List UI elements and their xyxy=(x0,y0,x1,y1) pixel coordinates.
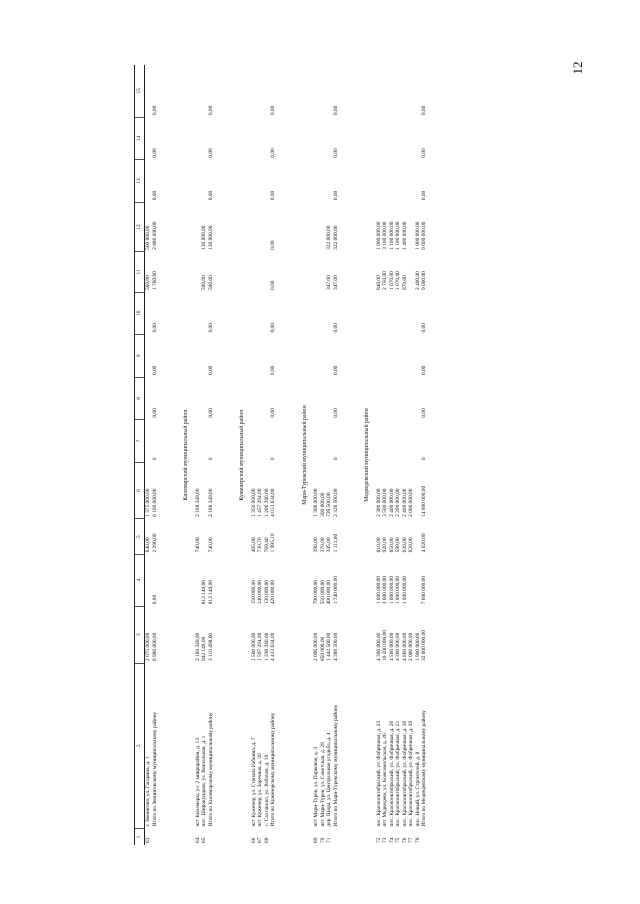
cell-c4: 400 000,00 xyxy=(326,580,332,605)
column-header-10: 10 xyxy=(135,292,145,335)
cell-c6: 1 375 000,00 xyxy=(145,488,151,517)
total-c9: 0,00 xyxy=(151,365,158,376)
cell-c11: 840,00 xyxy=(375,275,382,291)
total-c6: 2 168 349,00 xyxy=(207,488,214,517)
total-c4: 1 740 000,00 xyxy=(332,575,339,605)
spacer-cell xyxy=(279,65,295,845)
row-address: пос. Краснооктябрьский, ул. Фабричная, д. 30 xyxy=(401,720,408,827)
cell-c12: 1 100 000,00 xyxy=(388,221,395,250)
cell-c11: 1 070,00 xyxy=(388,271,395,291)
total-c8: 0,00 xyxy=(151,408,158,418)
total-c5: 2 290,00 xyxy=(151,533,158,553)
total-c14: 0,00 xyxy=(421,148,427,158)
total-label: Итого по Куженерскому муниципальному району xyxy=(270,712,276,827)
cell-c4: 130 000,00 xyxy=(263,580,270,605)
total-row xyxy=(270,65,279,845)
cell-c4: 1 000 000,00 xyxy=(388,575,395,605)
total-c15: 0,00 xyxy=(270,105,276,116)
spacer-row xyxy=(216,65,232,845)
total-c6: 2 326 500,00 xyxy=(332,488,339,517)
cell-c5: 396,00 xyxy=(313,537,319,553)
column-header-13: 13 xyxy=(135,160,145,203)
row-number: 65 xyxy=(201,837,207,843)
spacer-cell xyxy=(216,65,232,845)
cell-c6: 1 206 340,00 xyxy=(263,488,270,517)
cell-c5: 610,00 xyxy=(375,537,382,553)
row-address: пгт Мари-Турек, ул. Советская, д. 28 xyxy=(319,742,326,827)
row-address: пос. Краснооктябрьский, ул. Фабричная, д. 23 xyxy=(375,720,382,827)
row-address: пгт Мари-Турек, ул. Парковая, д. 3 xyxy=(313,746,319,827)
district-heading-row xyxy=(357,65,376,845)
total-c5: 740,00 xyxy=(207,537,214,553)
cell-c4: 1 000 000,00 xyxy=(375,575,382,605)
total-row xyxy=(421,65,430,845)
cell-c6: 1 306 000,00 xyxy=(313,488,319,517)
row-number: 71 xyxy=(326,837,332,843)
row-address: пгт Килемары, ул. 2 микрорайон, д. 13 xyxy=(194,738,201,827)
cell-c3: 4 800 000,00 xyxy=(401,632,408,662)
row-number: 74 xyxy=(388,837,395,843)
total-c7: 0 xyxy=(270,457,276,461)
total-c8: 0,00 xyxy=(270,408,276,418)
cell-c4: 1 000 000,00 xyxy=(401,575,408,605)
total-c15: 0,00 xyxy=(207,105,214,116)
cell-c4: 150 000,00 xyxy=(250,580,257,605)
row-number: 69 xyxy=(313,837,319,843)
cell-c5: 730,70 xyxy=(257,537,263,553)
total-c15: 0,00 xyxy=(332,105,339,116)
total-c12: 9 600 000,00 xyxy=(421,221,427,250)
total-c13: 0,00 xyxy=(270,190,276,201)
cell-c11: 2 400,00 xyxy=(414,271,421,291)
total-c13: 0,00 xyxy=(332,190,339,201)
total-c3: 32 000 000,00 xyxy=(421,630,427,662)
total-c9: 0,00 xyxy=(270,365,276,376)
row-address: пос. Краснооктябрьский, ул. Фабричная, д. 29 xyxy=(408,720,414,827)
cell-c6: 1 457 294,00 xyxy=(257,488,263,517)
total-c12: 2 880 000,00 xyxy=(151,221,158,250)
cell-c3: 4 300 000,00 xyxy=(395,632,401,662)
total-c3: 8 980 000,00 xyxy=(151,632,158,662)
cell-c5: 620,00 xyxy=(408,537,414,553)
column-header-14: 14 xyxy=(135,117,145,160)
cell-c3: 4 300 000,00 xyxy=(375,632,382,662)
total-c4: 0,00 xyxy=(151,594,158,605)
total-c7: 0 xyxy=(332,457,339,461)
total-label: Итого по Медведевскому муниципальному району xyxy=(421,710,427,827)
spacer-row xyxy=(160,65,176,845)
cell-c11: 560,00 xyxy=(145,275,151,291)
total-c11: 1 760,00 xyxy=(151,271,158,291)
cell-c12: 1 000 000,00 xyxy=(375,221,382,250)
cell-c12: 3 100 000,00 xyxy=(382,221,388,250)
district-heading-row xyxy=(232,65,251,845)
cell-c6: 2 400 000,00 xyxy=(388,488,395,517)
total-c12: 0,00 xyxy=(270,240,276,250)
spacer-row xyxy=(279,65,295,845)
cell-c5: 920,00 xyxy=(382,537,388,553)
row-number: 75 xyxy=(395,837,401,843)
total-c8: 0,00 xyxy=(332,408,339,418)
column-header-9: 9 xyxy=(135,335,145,378)
row-address: пос. Краснооктябрьский, ул. Фабричная, д. 26 xyxy=(388,720,395,827)
cell-c5: 370,00 xyxy=(319,537,326,553)
cell-c3: 1 597 294,00 xyxy=(257,632,263,662)
total-c11: 0,00 xyxy=(270,280,276,291)
district-heading: Мари-Турекский муниципальный район xyxy=(301,405,308,505)
cell-c12: 1 400 000,00 xyxy=(401,221,408,250)
total-c6: 14 800 000,00 xyxy=(421,485,427,517)
row-address: пос. Новый, ул. Строителей, д. 8 xyxy=(414,751,421,827)
spacer-cell xyxy=(160,65,176,845)
column-header-4: 4 xyxy=(135,554,145,606)
table-body xyxy=(145,65,430,845)
total-row-number xyxy=(333,828,342,845)
cell-c13 xyxy=(145,160,152,203)
cell-c3: 942 149,00 xyxy=(201,636,207,662)
total-c4: 7 600 000,00 xyxy=(421,575,427,605)
total-c6: 4 013 634,00 xyxy=(270,488,276,517)
cell-c11: 1 070,00 xyxy=(395,271,401,291)
total-label: Итого по Мари-Турекскому муниципальному району xyxy=(332,704,339,827)
total-c8: 0,00 xyxy=(421,408,427,418)
cell-c12: 1 900 000,00 xyxy=(414,221,421,250)
spacer-row xyxy=(341,65,357,845)
cell-c3: 1 336 340,00 xyxy=(263,632,270,662)
total-c5: 4 020,00 xyxy=(421,533,427,553)
total-row xyxy=(152,65,161,845)
cell-c5: 740,00 xyxy=(194,537,201,553)
cell-c3: 4 500 000,00 xyxy=(388,632,395,662)
row-address: пос. Широкундыш, ул. Вокзальная, д. 1 xyxy=(201,735,207,827)
cell-c5: 650,00 xyxy=(388,537,395,553)
total-c5: 1 995,10 xyxy=(270,533,276,553)
cell-c15 xyxy=(145,65,152,117)
total-c11: 9 000,00 xyxy=(421,271,427,291)
total-c13: 0,00 xyxy=(207,190,214,201)
total-c8: 0,00 xyxy=(207,408,214,418)
row-number: 78 xyxy=(414,837,421,843)
cell-c5: 590,00 xyxy=(395,537,401,553)
total-c12: 322 000,00 xyxy=(332,225,339,250)
total-c9: 0,00 xyxy=(332,365,339,376)
row-address: пгт Куженер, ул. Степана Рабкина, д. 7 xyxy=(250,737,257,827)
cell-c6: 2 000 000,00 xyxy=(408,488,414,517)
cell-c14 xyxy=(145,117,152,160)
cell-c3: 2 000 000,00 xyxy=(408,632,414,662)
total-row-number xyxy=(152,828,161,845)
column-header-6: 6 xyxy=(135,462,145,519)
total-c14: 0,00 xyxy=(151,148,158,158)
total-c10: 0,00 xyxy=(151,323,158,333)
cell-c4: 790 000,00 xyxy=(313,580,319,605)
column-header-1: 1 xyxy=(135,828,145,845)
cell-c12: 500 000,00 xyxy=(145,225,151,250)
cell-c4: 550 000,00 xyxy=(319,580,326,605)
cell-c4 xyxy=(145,554,152,606)
total-c9: 0,00 xyxy=(207,365,214,376)
row-address: пос. Краснооктябрьский, ул. Фабричная, д. 21 xyxy=(395,720,401,827)
cell-c5: 640,00 xyxy=(145,537,151,553)
total-row-number xyxy=(421,828,430,845)
cell-c5: 630,00 xyxy=(401,537,408,553)
cell-c6: 2 400 000,00 xyxy=(401,488,408,517)
district-heading: Килемарский муниципальный район xyxy=(183,409,189,501)
cell-c3: 850 000,00 xyxy=(319,636,326,662)
total-c4: 420 000,00 xyxy=(270,580,276,605)
total-row xyxy=(333,65,342,845)
cell-c4: 3 600 000,00 xyxy=(382,575,388,605)
total-label: Итого по Килемарскому муниципальному району xyxy=(207,712,214,827)
total-c11: 347,00 xyxy=(332,275,339,291)
column-header-7: 7 xyxy=(135,420,145,463)
column-header-15: 15 xyxy=(135,65,145,117)
cell-c6: 300 000,00 xyxy=(319,492,326,517)
total-c10: 0,00 xyxy=(207,323,214,333)
row-number: 77 xyxy=(408,837,414,843)
district-heading: Медведевский муниципальный район xyxy=(364,408,370,502)
cell-c7 xyxy=(145,420,152,463)
row-number: 72 xyxy=(375,837,382,843)
column-header-3: 3 xyxy=(135,606,145,663)
spacer-cell xyxy=(341,65,357,845)
total-c14: 0,00 xyxy=(332,148,339,158)
cell-c11: 2 750,00 xyxy=(382,271,388,291)
row-number: 76 xyxy=(401,837,408,843)
row-address: дер. Шора, ул. Центральная усадьба, д. 4 xyxy=(326,732,332,827)
cell-c3: 2 075 000,00 xyxy=(145,632,151,662)
total-label: Итого по Звениговскому муниципальному району xyxy=(151,711,158,827)
cell-c4: 140 000,00 xyxy=(257,580,263,605)
district-heading: Куженерский муниципальный район xyxy=(239,409,245,501)
cell-c10 xyxy=(145,292,152,335)
row-number: 70 xyxy=(319,837,326,843)
page-number: 12 xyxy=(570,61,585,75)
column-number-header-row xyxy=(135,65,145,845)
total-row-number xyxy=(270,828,279,845)
rotated-table-container xyxy=(134,65,564,845)
column-header-8: 8 xyxy=(135,377,145,420)
cell-c6: 720 500,00 xyxy=(326,492,332,517)
total-c5: 1 111,00 xyxy=(332,533,339,553)
row-number: 66 xyxy=(250,837,257,843)
column-header-5: 5 xyxy=(135,519,145,554)
cell-c3: 10 200 000,00 xyxy=(382,630,388,662)
total-c15: 0,00 xyxy=(151,105,158,116)
total-c9: 0,00 xyxy=(421,365,427,376)
row-address: с. Салтакъял, ул. Рабочая, д. 18 xyxy=(263,754,270,827)
cell-c6: 2 168 349,00 xyxy=(194,488,201,517)
cell-c5: 769,40 xyxy=(263,537,270,553)
row-number: 63 xyxy=(145,837,151,843)
cell-c5: 495,00 xyxy=(250,537,257,553)
total-c3: 3 110 498,00 xyxy=(207,632,214,662)
row-number: 67 xyxy=(257,837,263,843)
total-c6: 6 100 000,00 xyxy=(151,488,158,517)
total-row-number xyxy=(208,828,217,845)
cell-c8 xyxy=(145,377,152,420)
district-heading-row xyxy=(295,65,314,845)
total-c10: 0,00 xyxy=(270,323,276,333)
total-c10: 0,00 xyxy=(332,323,339,333)
total-c14: 0,00 xyxy=(207,148,214,158)
table-row xyxy=(145,65,152,845)
row-number: 68 xyxy=(263,837,270,843)
cell-c11: 870,00 xyxy=(401,275,408,291)
cell-c11: 347,00 xyxy=(326,275,332,291)
total-c10: 0,00 xyxy=(421,323,427,333)
cell-c4: 1 000 000,00 xyxy=(395,575,401,605)
row-address: пгт Куженер, ул. Заречная, д. 20 xyxy=(257,753,263,827)
column-header-12: 12 xyxy=(135,202,145,252)
cell-c6: 1 350 000,00 xyxy=(250,488,257,517)
row-address: пгт Медведево, ул. Комсомольская, д. 26 xyxy=(382,733,388,827)
budget-table xyxy=(134,65,430,845)
cell-c12: 322 000,00 xyxy=(326,225,332,250)
total-c13: 0,00 xyxy=(421,190,427,201)
total-row xyxy=(208,65,217,845)
cell-c9 xyxy=(145,335,152,378)
cell-c12: 130 000,00 xyxy=(201,225,207,250)
total-c13: 0,00 xyxy=(151,190,158,201)
cell-c6: 3 500 000,00 xyxy=(382,488,388,517)
row-address: г. Звенигово, ул. Гагарина, д. 1 xyxy=(145,756,151,827)
total-c12: 130 000,00 xyxy=(207,225,214,250)
column-header-11: 11 xyxy=(135,252,145,292)
cell-c6: 2 200 000,00 xyxy=(395,488,401,517)
column-header-2: 2 xyxy=(135,663,145,828)
district-heading-row xyxy=(176,65,195,845)
cell-c3: 1 900 000,00 xyxy=(414,632,421,662)
cell-c12: 1 100 000,00 xyxy=(395,221,401,250)
cell-c3: 2 168 349,00 xyxy=(194,632,201,662)
cell-c11: 500,00 xyxy=(201,275,207,291)
cell-c4: 812 149,00 xyxy=(201,580,207,605)
total-c7: 0 xyxy=(421,457,427,461)
total-c3: 4 433 634,00 xyxy=(270,632,276,662)
cell-c3: 1 442 500,00 xyxy=(326,632,332,662)
total-c14: 0,00 xyxy=(270,148,276,158)
total-c4: 812 149,00 xyxy=(207,580,214,605)
total-c15: 0,00 xyxy=(421,105,427,116)
cell-c3: 1 500 000,00 xyxy=(250,632,257,662)
cell-c6: 2 300 000,00 xyxy=(375,488,382,517)
total-c3: 4 388 500,00 xyxy=(332,632,339,662)
row-number: 64 xyxy=(194,837,201,843)
row-number: 73 xyxy=(382,837,388,843)
total-c11: 500,00 xyxy=(207,275,214,291)
cell-c3: 2 096 000,00 xyxy=(313,632,319,662)
total-c7: 0 xyxy=(207,457,214,461)
cell-c5: 345,00 xyxy=(326,537,332,553)
total-c7: 0 xyxy=(151,457,158,461)
